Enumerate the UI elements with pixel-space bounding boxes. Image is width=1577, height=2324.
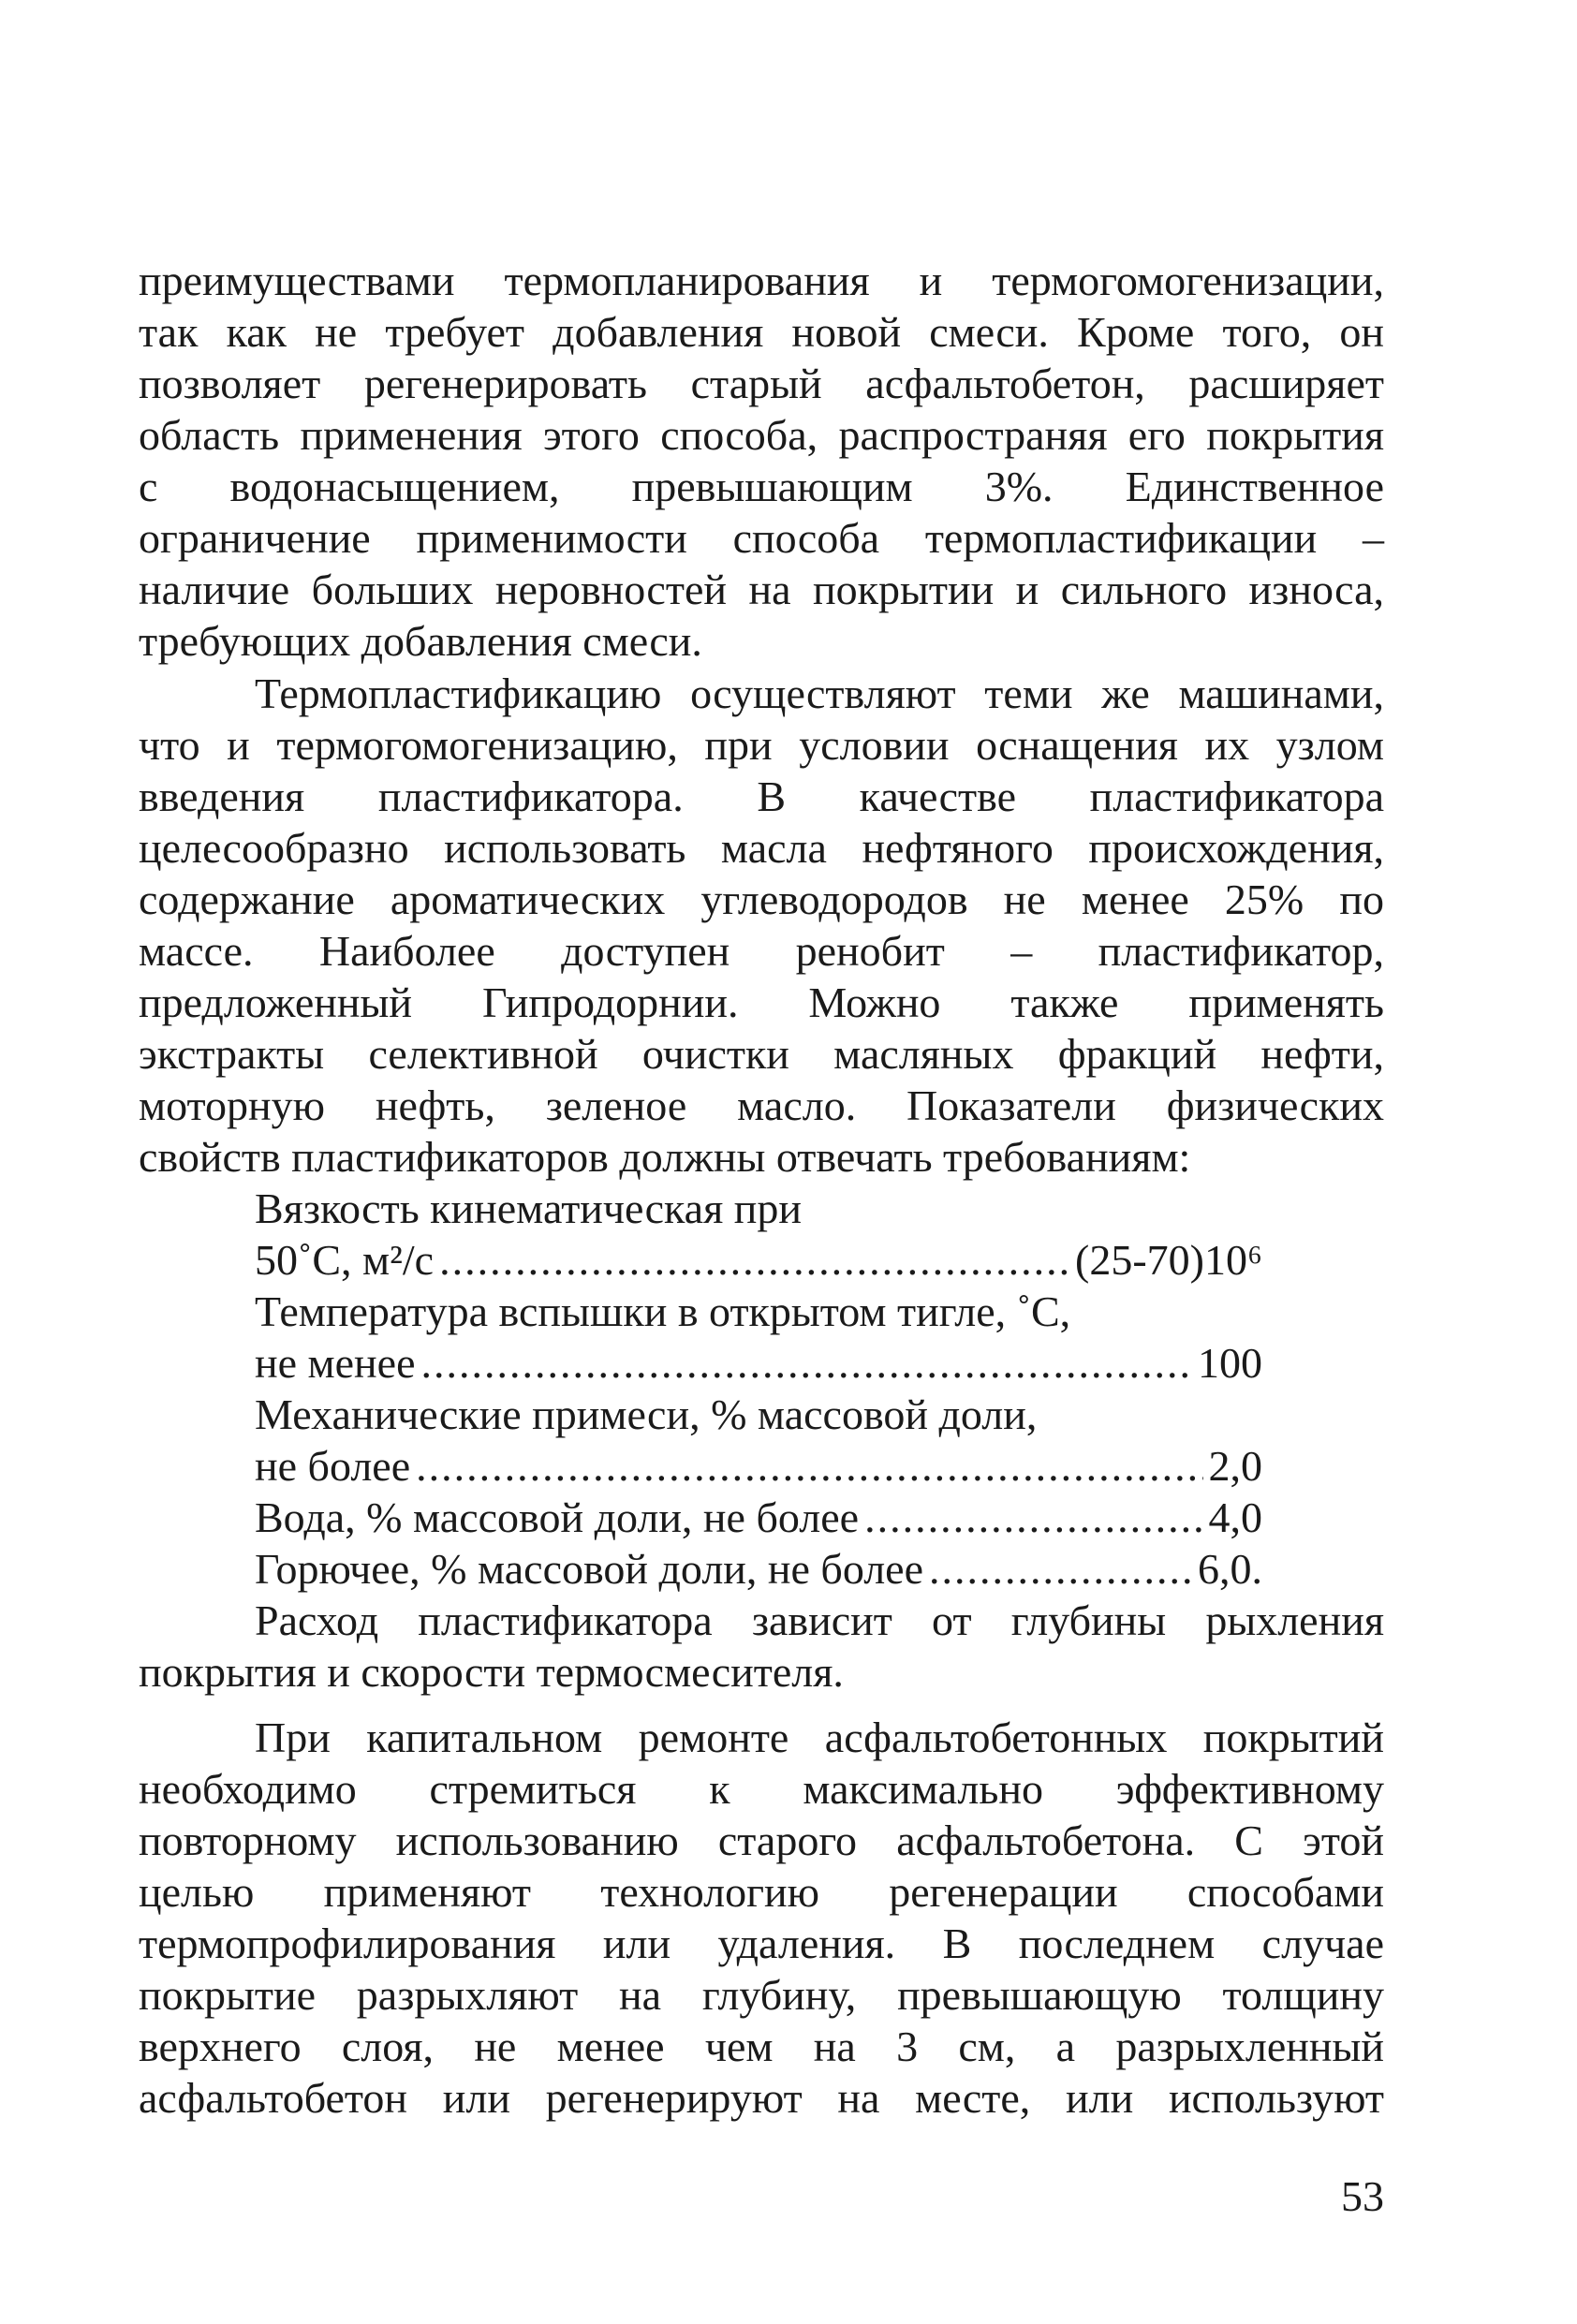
page-number: 53 (1341, 2172, 1384, 2220)
paragraph-1-line-4: область применения этого способа, распространяя его покрытия (139, 411, 1384, 459)
paragraph-4-line-7: верхнего слоя, не менее чем на 3 см, а разрыхленный (139, 2022, 1384, 2070)
paragraph-4-line-8: асфальтобетон или регенерируют на месте, или используют (139, 2074, 1384, 2122)
paragraph-1-line-6: ограничение применимости способа термопластификации – (139, 514, 1384, 562)
paragraph-1-line-5: с водонасыщением, превышающим 3%. Единственное (139, 463, 1384, 510)
spec-viscosity-row (255, 1234, 1262, 1287)
paragraph-1-line-1: преимуществами термопланирования и термогомогенизации, (139, 257, 1384, 304)
paragraph-2-line-9: моторную нефть, зеленое масло. Показатели физических (139, 1081, 1384, 1129)
spec-flash-label: не менее (255, 1339, 416, 1387)
paragraph-2-line-6: массе. Наиболее доступен ренобит – пластификатор, (139, 927, 1384, 975)
leader-dots (421, 1337, 1192, 1390)
spec-impurities-title: Механические примеси, % массовой доли, (255, 1390, 1038, 1438)
spec-fuel-row (255, 1543, 1262, 1596)
spec-viscosity-label: 50˚С, м²/с (255, 1236, 435, 1284)
paragraph-4-line-3: повторному использованию старого асфальтобетона. С этой (139, 1817, 1384, 1864)
paragraph-2-line-10: свойств пластификаторов должны отвечать требованиям: (139, 1133, 1191, 1181)
spec-impurities-value: 2,0 (1208, 1442, 1262, 1490)
paragraph-1-line-2: так как не требует добавления новой смеси. Кроме того, он (139, 308, 1384, 356)
paragraph-1-line-7: наличие больших неровностей на покрытии и сильного износа, (139, 566, 1384, 613)
leader-dots (864, 1492, 1202, 1544)
paragraph-3-line-2: покрытия и скорости термосмесителя. (139, 1648, 844, 1696)
paragraph-2-line-3: введения пластификатора. В качестве пластификатора (139, 772, 1384, 820)
leader-dots (929, 1543, 1192, 1596)
spec-flash-value: 100 (1198, 1339, 1262, 1387)
paragraph-2-line-4: целесообразно использовать масла нефтяного происхождения, (139, 824, 1384, 872)
paragraph-2-line-8: экстракты селективной очистки масляных фракций нефти, (139, 1030, 1384, 1078)
paragraph-2-line-2: что и термогомогенизацию, при условии оснащения их узлом (139, 721, 1384, 769)
paragraph-1-line-3: позволяет регенерировать старый асфальтобетон, расширяет (139, 360, 1384, 407)
paragraph-3-line-1: Расход пластификатора зависит от глубины рыхления (255, 1596, 1384, 1644)
paragraph-2-line-5: содержание ароматических углеводородов не менее 25% по (139, 875, 1384, 923)
paragraph-4-line-2: необходимо стремиться к максимально эффективному (139, 1765, 1384, 1813)
spec-fuel-value: 6,0. (1198, 1545, 1262, 1593)
spec-impurities-label: не более (255, 1442, 411, 1490)
spec-water-row (255, 1492, 1262, 1544)
paragraph-4-line-4: целью применяют технологию регенерации способами (139, 1868, 1384, 1916)
leader-dots (439, 1234, 1069, 1287)
paragraph-4-line-6: покрытие разрыхляют на глубину, превышающую толщину (139, 1971, 1384, 2019)
paragraph-2-line-7: предложенный Гипродорнии. Можно также применять (139, 978, 1384, 1026)
paragraph-2-line-1: Термопластификацию осуществляют теми же машинами, (255, 669, 1384, 717)
paragraph-1-line-8: требующих добавления смеси. (139, 617, 702, 665)
spec-viscosity-value: (25-70)10⁶ (1075, 1236, 1262, 1284)
paragraph-4-line-1: При капитальном ремонте асфальтобетонных покрытий (255, 1714, 1384, 1761)
leader-dots (416, 1440, 1202, 1493)
spec-fuel-label: Горючее, % массовой доли, не более (255, 1545, 924, 1593)
spec-impurities-row (255, 1440, 1262, 1493)
paragraph-4-line-5: термопрофилирования или удаления. В последнем случае (139, 1920, 1384, 1967)
spec-water-label: Вода, % массовой доли, не более (255, 1493, 860, 1541)
spec-viscosity-title: Вязкость кинематическая при (255, 1184, 802, 1232)
spec-flash-row (255, 1337, 1262, 1390)
spec-flash-title: Температура вспышки в открытом тигле, ˚С, (255, 1287, 1071, 1335)
spec-water-value: 4,0 (1208, 1493, 1262, 1541)
